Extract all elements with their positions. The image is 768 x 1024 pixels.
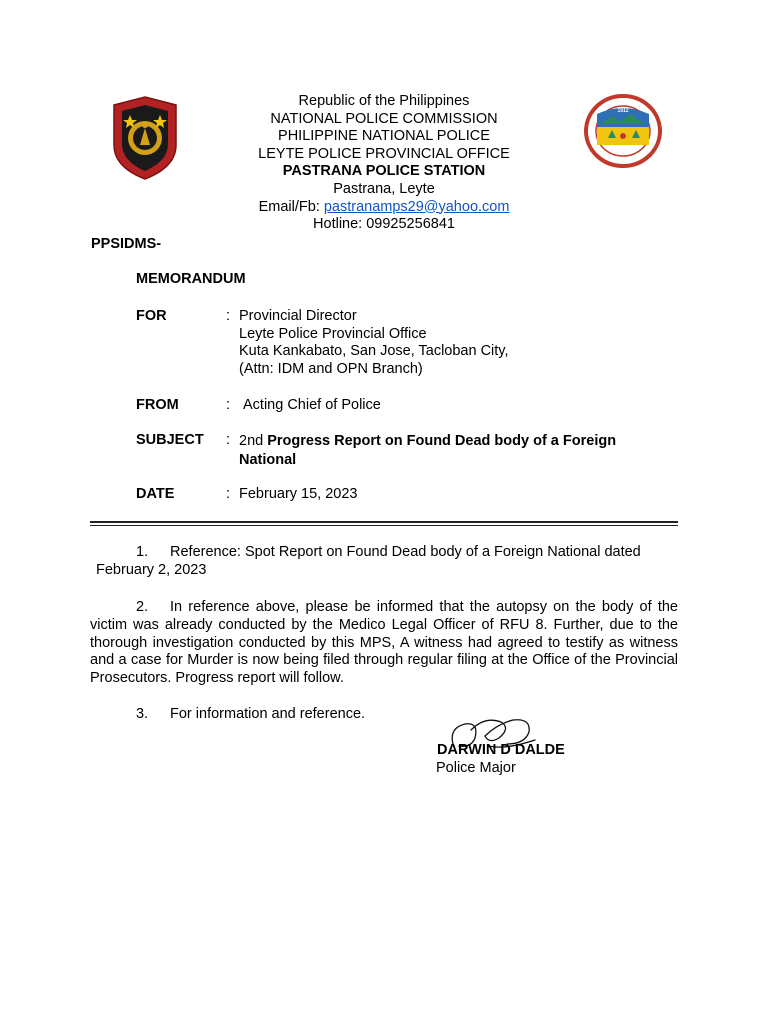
subject-line-1	[239, 432, 616, 451]
date-label: DATE	[136, 486, 175, 502]
for-colon: :	[226, 308, 231, 324]
paragraph-2	[90, 599, 678, 688]
from-value: Acting Chief of Police	[243, 397, 381, 413]
letterhead	[214, 93, 554, 234]
date-colon: :	[226, 486, 231, 502]
memo-type: MEMORANDUM	[136, 271, 246, 287]
subject-label: SUBJECT	[136, 432, 204, 448]
for-line-2: Leyte Police Provincial Office	[239, 325, 427, 342]
paragraph-3	[90, 706, 678, 724]
header-divider-thick	[90, 521, 678, 523]
provincial-office-line: LEYTE POLICE PROVINCIAL OFFICE	[258, 145, 510, 162]
paragraph-2-number: 2.	[136, 599, 149, 615]
for-line-1: Provincial Director	[239, 308, 357, 324]
paragraph-3-number: 3.	[136, 706, 149, 722]
subject-line-2: National	[239, 452, 297, 468]
email-label: Email/Fb:	[258, 198, 324, 215]
for-label: FOR	[136, 308, 167, 324]
paragraph-1	[90, 544, 678, 580]
subject-bold-1: Progress Report on Found Dead body of a Foreign	[267, 433, 617, 449]
napolcom-line: NATIONAL POLICE COMMISSION	[270, 110, 498, 127]
for-line-4: (Attn: IDM and OPN Branch)	[239, 360, 423, 377]
paragraph-1-line-2: February 2, 2023	[96, 561, 207, 578]
from-colon: :	[226, 397, 231, 413]
signatory-name: DARWIN D DALDE	[437, 742, 565, 758]
paragraph-2-text: In reference above, please be informed that the autopsy on the body of the victim was already conducted by the Medico Legal Officer of RFU 8. Further, due to the thorough investigation conducted by this MPS, A witness had agreed to testify as witness and a case for Murder is now being filed through regular filing at the Office of the Provincial Prosecutors. Progress report will follow.	[90, 599, 678, 687]
station-name: PASTRANA POLICE STATION	[282, 163, 486, 180]
header-divider-thin	[90, 525, 678, 526]
from-label: FROM	[136, 397, 179, 413]
email-line	[214, 199, 554, 217]
paragraph-1-line-1: Reference: Spot Report on Found Dead body of a Foreign National dated	[170, 544, 641, 560]
pastrana-seal	[584, 94, 662, 168]
signatory-rank: Police Major	[436, 760, 516, 776]
paragraph-1-number: 1.	[136, 544, 149, 560]
document-reference: PPSIDMS-	[91, 236, 162, 252]
hotline-line: Hotline: 09925256841	[313, 216, 455, 233]
for-recipient	[239, 308, 509, 378]
republic-line: Republic of the Philippines	[298, 93, 470, 109]
email-link[interactable]: pastranamps29@yahoo.com	[323, 198, 510, 215]
subject-value	[239, 432, 616, 470]
paragraph-3-text: For information and reference.	[170, 706, 366, 722]
subject-prefix: 2nd	[239, 433, 268, 449]
for-line-3: Kuta Kankabato, San Jose, Tacloban City,	[239, 343, 509, 360]
date-value: February 15, 2023	[239, 486, 358, 502]
svg-text:1912: 1912	[617, 108, 629, 114]
pnp-line: PHILIPPINE NATIONAL POLICE	[278, 128, 490, 145]
station-location: Pastrana, Leyte	[333, 180, 435, 197]
pnp-seal	[110, 95, 180, 181]
subject-colon: :	[226, 432, 231, 448]
